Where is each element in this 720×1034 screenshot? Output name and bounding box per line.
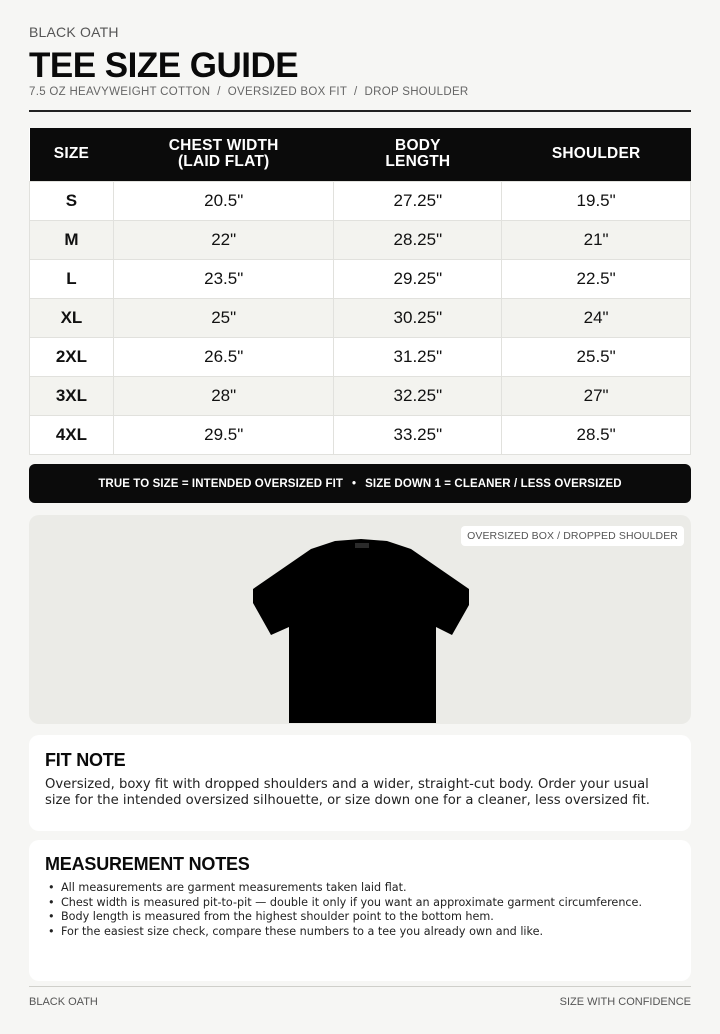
measurement-notes-list	[45, 881, 675, 939]
cell-body-length: 28.25"	[334, 220, 502, 259]
banner-size-down: SIZE DOWN 1 = CLEANER / LESS OVERSIZED	[365, 477, 622, 490]
cell-size: 4XL	[30, 415, 114, 454]
table-row	[30, 298, 691, 337]
header-shoulder: SHOULDER	[502, 128, 691, 181]
page-title: TEE SIZE GUIDE	[29, 46, 299, 85]
cell-chest: 28"	[113, 376, 334, 415]
fit-banner	[29, 464, 691, 503]
note-text: Body length is measured from the highest shoulder point to the bottom hem.	[61, 910, 494, 923]
cell-shoulder: 21"	[502, 220, 691, 259]
cell-size: 3XL	[30, 376, 114, 415]
header-divider	[29, 110, 691, 112]
fit-note-card	[29, 735, 691, 831]
cell-chest: 25"	[113, 298, 334, 337]
cell-size: XL	[30, 298, 114, 337]
cell-chest: 26.5"	[113, 337, 334, 376]
cell-size: M	[30, 220, 114, 259]
banner-separator: •	[352, 477, 357, 490]
cell-chest: 22"	[113, 220, 334, 259]
cell-shoulder: 25.5"	[502, 337, 691, 376]
header-chest-width: CHEST WIDTH (LAID FLAT)	[113, 128, 334, 181]
brand-name: BLACK OATH	[29, 24, 119, 40]
cell-size: L	[30, 259, 114, 298]
cell-shoulder: 22.5"	[502, 259, 691, 298]
fit-note-heading: FIT NOTE	[45, 750, 126, 770]
cell-chest: 29.5"	[113, 415, 334, 454]
cell-body-length: 32.25"	[334, 376, 502, 415]
cell-shoulder: 24"	[502, 298, 691, 337]
table-row	[30, 259, 691, 298]
page-subtitle: 7.5 OZ HEAVYWEIGHT COTTON / OVERSIZED BOX FIT / DROP SHOULDER	[29, 86, 469, 98]
table-row	[30, 376, 691, 415]
header-body-length: BODY LENGTH	[334, 128, 502, 181]
bullet-icon: •	[48, 924, 55, 938]
image-caption-badge: OVERSIZED BOX / DROPPED SHOULDER	[461, 526, 684, 546]
list-item	[45, 910, 675, 925]
cell-chest: 20.5"	[113, 181, 334, 220]
cell-body-length: 30.25"	[334, 298, 502, 337]
table-header-row	[30, 128, 691, 181]
header-size: SIZE	[30, 128, 114, 181]
note-text: Chest width is measured pit-to-pit — double it only if you want an approximate garment circumference.	[61, 895, 642, 909]
measurement-notes-heading: MEASUREMENT NOTES	[45, 854, 250, 874]
bullet-icon: •	[48, 895, 55, 909]
list-item	[45, 925, 675, 940]
note-text: For the easiest size check, compare these numbers to a tee you already own and like.	[61, 924, 544, 938]
table-row	[30, 181, 691, 220]
footer-divider	[29, 986, 691, 987]
table-row	[30, 415, 691, 454]
list-item	[45, 896, 675, 911]
cell-body-length: 33.25"	[334, 415, 502, 454]
cell-body-length: 27.25"	[334, 181, 502, 220]
note-text: All measurements are garment measurements taken laid flat.	[61, 881, 407, 894]
footer-brand: BLACK OATH	[29, 996, 98, 1008]
tshirt-icon	[251, 527, 471, 724]
bullet-icon: •	[48, 910, 55, 923]
cell-body-length: 29.25"	[334, 259, 502, 298]
fit-note-text: Oversized, boxy fit with dropped shoulders and a wider, straight-cut body. Order your usual size for the intended oversized silhouette, or size down one for a cleaner, less oversized fit.	[45, 777, 650, 808]
product-image-panel	[29, 515, 691, 724]
table-row	[30, 220, 691, 259]
cell-body-length: 31.25"	[334, 337, 502, 376]
cell-shoulder: 28.5"	[502, 415, 691, 454]
measurement-notes-card	[29, 840, 691, 981]
cell-shoulder: 27"	[502, 376, 691, 415]
size-chart-table	[29, 128, 691, 455]
cell-shoulder: 19.5"	[502, 181, 691, 220]
cell-chest: 23.5"	[113, 259, 334, 298]
footer-tagline: SIZE WITH CONFIDENCE	[559, 996, 691, 1008]
bullet-icon: •	[48, 881, 55, 894]
list-item	[45, 881, 675, 896]
cell-size: S	[30, 181, 114, 220]
table-row	[30, 337, 691, 376]
cell-size: 2XL	[30, 337, 114, 376]
banner-true-to-size: TRUE TO SIZE = INTENDED OVERSIZED FIT	[98, 477, 344, 490]
